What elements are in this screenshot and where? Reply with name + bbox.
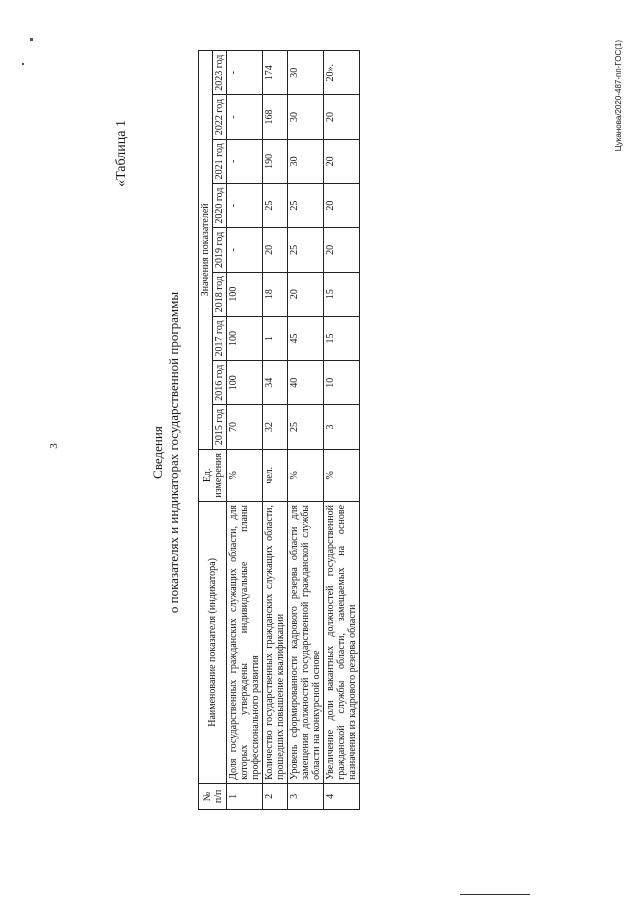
value-cell: 40 (288, 361, 324, 405)
value-cell: 25 (288, 228, 324, 272)
indicator-unit: чел. (263, 449, 288, 501)
value-cell: 168 (263, 95, 288, 139)
indicator-name: Доля государственных гражданских служащих области, для которых утверждены индивидуальные планы профессионального развития (227, 501, 263, 783)
value-cell: 30 (288, 51, 324, 95)
value-cell: 20 (324, 139, 360, 183)
value-cell: 20 (324, 228, 360, 272)
header-year: 2021 год (213, 139, 227, 183)
footer-rule (460, 894, 530, 895)
row-number: 4 (324, 783, 360, 809)
header-unit: Ед. измерения (199, 449, 227, 501)
value-cell: 18 (263, 272, 288, 316)
value-cell: 70 (227, 405, 263, 449)
value-cell: 32 (263, 405, 288, 449)
scan-mark (22, 63, 24, 65)
table-row (227, 51, 263, 810)
indicators-table (198, 50, 360, 810)
value-cell: 34 (263, 361, 288, 405)
indicator-unit: % (288, 449, 324, 501)
value-cell: - (227, 183, 263, 227)
header-year: 2016 год (213, 361, 227, 405)
value-cell: 15 (324, 272, 360, 316)
table-row (288, 51, 324, 810)
value-cell: 3 (324, 405, 360, 449)
row-number: 3 (288, 783, 324, 809)
header-values: Значения показателей (199, 51, 213, 450)
header-year: 2018 год (213, 272, 227, 316)
value-cell: 30 (288, 95, 324, 139)
header-year: 2019 год (213, 228, 227, 272)
value-cell: 190 (263, 139, 288, 183)
value-cell: 100 (227, 361, 263, 405)
header-name: Наименование показателя (индикатора) (199, 501, 227, 783)
value-cell: 25 (263, 183, 288, 227)
indicator-name: Увеличение доли вакантных должностей государственной гражданской службы области, замещаемых на основе назначения из кадрового резерва области (324, 501, 360, 783)
value-cell: 1 (263, 316, 288, 360)
value-cell: - (227, 139, 263, 183)
value-cell: 15 (324, 316, 360, 360)
page-number: 3 (47, 443, 60, 449)
page-title: Сведения (150, 426, 165, 479)
indicator-unit: % (324, 449, 360, 501)
table-row (263, 51, 288, 810)
value-cell: 10 (324, 361, 360, 405)
table-row (324, 51, 360, 810)
indicator-name: Уровень сформированности кадрового резерва области для замещения должностей государственной гражданской службы области на конкурсной основе (288, 501, 324, 783)
value-cell: 174 (263, 51, 288, 95)
value-cell: 20 (324, 95, 360, 139)
value-cell: 20 (288, 272, 324, 316)
value-cell: 25 (288, 183, 324, 227)
value-cell: - (227, 95, 263, 139)
header-number: № п/п (199, 783, 227, 809)
indicator-name: Количество государственных гражданских служащих области, прошедших повышение квалификации (263, 501, 288, 783)
value-cell: 100 (227, 272, 263, 316)
value-cell: - (227, 51, 263, 95)
document-code: Цуканова/2020-487-пп-ГОС(1) (614, 40, 623, 152)
row-number: 2 (263, 783, 288, 809)
header-year: 2020 год (213, 183, 227, 227)
header-year: 2017 год (213, 316, 227, 360)
value-cell: 20 (263, 228, 288, 272)
header-year: 2022 год (213, 95, 227, 139)
value-cell: - (227, 228, 263, 272)
value-cell: 30 (288, 139, 324, 183)
value-cell: 20». (324, 51, 360, 95)
indicator-unit: % (227, 449, 263, 501)
page-subtitle: о показателях и индикаторах государственной программы (166, 291, 181, 614)
value-cell: 45 (288, 316, 324, 360)
row-number: 1 (227, 783, 263, 809)
scan-mark (30, 38, 33, 41)
value-cell: 25 (288, 405, 324, 449)
value-cell: 20 (324, 183, 360, 227)
value-cell: 100 (227, 316, 263, 360)
header-year: 2023 год (213, 51, 227, 95)
header-year: 2015 год (213, 405, 227, 449)
table-label: «Таблица 1 (114, 120, 129, 187)
